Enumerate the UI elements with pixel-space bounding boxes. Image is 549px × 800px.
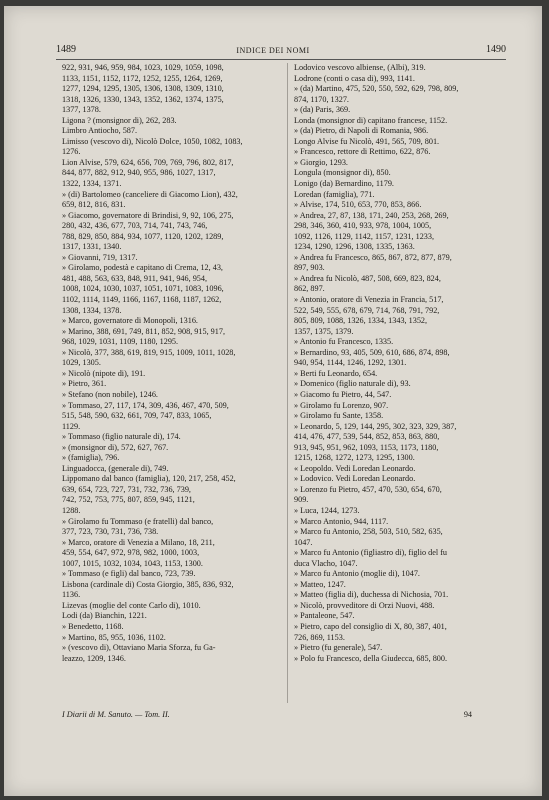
index-entry-line: » (famiglia), 796.	[62, 453, 120, 463]
index-entry-line: » Andrea, 27, 87, 138, 171, 240, 253, 268, 269,	[294, 210, 449, 220]
index-entry-line: » Antonio fu Francesco, 1335.	[294, 337, 394, 347]
index-entry-line: » Lorenzo fu Pietro, 457, 470, 530, 654, 670,	[294, 484, 442, 494]
index-entry-line: » (da) Pietro, di Napoli di Romania, 986.	[294, 126, 429, 136]
index-entry-line: Ligona ? (monsignor di), 262, 283.	[62, 115, 177, 125]
index-entry-line: » Tommaso (figlio naturale di), 174.	[62, 432, 181, 442]
index-entry-line: 1308, 1334, 1378.	[62, 305, 122, 315]
index-entry-line: 1136.	[62, 590, 81, 600]
index-entry-line: » Martino, 85, 955, 1036, 1102.	[62, 632, 166, 642]
index-entry-line: » Giovanni, 719, 1317.	[62, 252, 138, 262]
index-entry-line: 298, 346, 360, 410, 933, 978, 1004, 1005,	[294, 221, 432, 231]
index-entry-line: Londa (monsignor di) capitano francese, 1152.	[294, 115, 448, 125]
index-entry-line: Lisbona (cardinale di) Costa Giorgio, 385, 836, 932,	[62, 579, 234, 589]
index-entry-line: duca Vlacho, 1047.	[294, 558, 358, 568]
index-entry-line: 459, 554, 647, 972, 978, 982, 1000, 1003,	[62, 548, 200, 558]
index-entry-line: 913, 945, 951, 962, 1093, 1153, 1173, 1180,	[294, 442, 439, 452]
index-column-right	[294, 63, 502, 664]
index-entry-line: 874, 1170, 1327.	[294, 94, 349, 104]
footer-signature: I Diarii di M. Sanuto. — Tom. II.	[62, 710, 170, 719]
index-entry-line: Lodovico vescovo albiense, (Albi), 319.	[294, 63, 426, 72]
index-entry-line: » Giorgio, 1293.	[294, 157, 348, 167]
index-entry-line: 639, 654, 723, 727, 731, 732, 736, 739,	[62, 484, 191, 494]
index-column-left	[62, 63, 276, 664]
index-entry-line: » Pietro (fu generale), 547.	[294, 643, 383, 653]
index-entry-line: » (di) Bartolomeo (canceliere di Giacomo Lion), 432,	[62, 189, 238, 199]
index-entry-line: 1129.	[62, 421, 81, 431]
index-entry-line: 515, 548, 590, 632, 661, 709, 747, 833, 1065,	[62, 411, 212, 421]
index-entry-line: » Pantaleone, 547.	[294, 611, 355, 621]
index-entry-line: » Girolamo fu Lorenzo, 907.	[294, 400, 389, 410]
index-entry-line: » (da) Martino, 475, 520, 550, 592, 629, 798, 809,	[294, 84, 459, 94]
index-entry-line: » Polo fu Francesco, della Giudecca, 685, 800.	[294, 653, 448, 663]
index-entry-line: Longo Alvise fu Nicolò, 491, 565, 709, 801.	[294, 136, 440, 146]
index-entry-line: » Marco, governatore di Monopoli, 1316.	[62, 316, 198, 326]
index-entry-line: » Antonio, oratore di Venezia in Francia, 517,	[294, 295, 444, 305]
index-entry-line: » Tommaso, 27, 117, 174, 309, 436, 467, 470, 509,	[62, 400, 229, 410]
index-entry-line: » Nicolò, 377, 388, 619, 819, 915, 1009, 1011, 1028,	[62, 347, 236, 357]
index-entry-line: Loredan (famiglia), 771.	[294, 189, 375, 199]
index-entry-line: » Berti fu Leonardo, 654.	[294, 368, 378, 378]
index-entry-line: 922, 931, 946, 959, 984, 1023, 1029, 1059, 1098,	[62, 63, 224, 72]
page-number-right: 1490	[486, 44, 506, 55]
index-entry-line: 1234, 1290, 1296, 1308, 1335, 1363.	[294, 242, 415, 252]
index-entry-line: » Pietro, 361.	[62, 379, 107, 389]
index-entry-line: 1047.	[294, 537, 313, 547]
index-entry-line: » Nicolò (nipote di), 191.	[62, 368, 146, 378]
index-entry-line: 897, 903.	[294, 263, 325, 273]
index-entry-line: 1102, 1114, 1149, 1166, 1167, 1168, 1187, 1262,	[62, 295, 222, 305]
index-entry-line: » Marco fu Antonio, 258, 503, 510, 582, 635,	[294, 527, 443, 537]
index-entry-line: 1322, 1334, 1371.	[62, 179, 122, 189]
index-entry-line: Limisso (vescovo di), Nicolò Dolce, 1050, 1082, 1083,	[62, 136, 243, 146]
index-entry-line: Lodrone (conti o casa di), 993, 1141.	[294, 73, 415, 83]
index-entry-line: 1276.	[62, 147, 81, 157]
index-entry-line: 862, 897.	[294, 284, 325, 294]
index-entry-line: » Tommaso (e figli) dal banco, 723, 739.	[62, 569, 196, 579]
index-entry-line: 805, 809, 1088, 1326, 1334, 1343, 1352,	[294, 316, 428, 326]
index-entry-line: 522, 549, 555, 678, 679, 714, 768, 791, 792,	[294, 305, 440, 315]
column-divider	[287, 63, 288, 703]
index-entry-line: 1357, 1375, 1379.	[294, 326, 354, 336]
index-entry-line: » Marco fu Antonio (figliastro di), figlio del fu	[294, 548, 448, 558]
index-entry-line: » Leonardo, 5, 129, 144, 295, 302, 323, 329, 387,	[294, 421, 457, 431]
index-entry-line: 1377, 1378.	[62, 105, 101, 115]
index-entry-line: 1288.	[62, 505, 81, 515]
running-header-title: INDICE DEI NOMI	[236, 46, 310, 55]
index-entry-line: 1007, 1015, 1032, 1034, 1043, 1153, 1300.	[62, 558, 203, 568]
index-entry-line: Longula (monsignor di), 850.	[294, 168, 391, 178]
index-entry-line: 377, 723, 730, 731, 736, 738.	[62, 527, 159, 537]
index-entry-line: 1133, 1151, 1152, 1172, 1252, 1255, 1264, 1269,	[62, 73, 223, 83]
index-entry-line: » Lodovico. Vedi Loredan Leonardo.	[294, 474, 416, 484]
index-entry-line: 1215, 1268, 1272, 1273, 1295, 1300.	[294, 453, 415, 463]
index-entry-line: 1092, 1126, 1129, 1142, 1157, 1231, 1233,	[294, 231, 435, 241]
index-entry-line: 1317, 1331, 1340.	[62, 242, 122, 252]
index-entry-line: 742, 752, 753, 775, 807, 859, 945, 1121,	[62, 495, 195, 505]
index-entry-line: » Francesco, rettore di Rettimo, 622, 876.	[294, 147, 431, 157]
index-entry-line: » Marco fu Antonio (moglie di), 1047.	[294, 569, 420, 579]
index-entry-line: Lizevas (moglie del conte Carlo di), 1010.	[62, 600, 201, 610]
index-entry-line: 940, 954, 1144, 1246, 1292, 1301.	[294, 358, 407, 368]
index-entry-line: 1008, 1024, 1030, 1037, 1051, 1071, 1083, 1096,	[62, 284, 224, 294]
index-entry-line: » Marco, oratore di Venezia a Milano, 18, 211,	[62, 537, 215, 547]
index-entry-line: Lodi (da) Bianchin, 1221.	[62, 611, 147, 621]
index-entry-line: 726, 869, 1153.	[294, 632, 345, 642]
page-number-left: 1489	[56, 44, 76, 55]
index-entry-line: » (vescovo di), Ottaviano Maria Sforza, fu Ga-	[62, 643, 216, 653]
index-entry-line: » (da) Paris, 369.	[294, 105, 351, 115]
index-entry-line: 659, 812, 816, 831.	[62, 200, 126, 210]
index-entry-line: 844, 877, 882, 912, 940, 955, 986, 1027, 1317,	[62, 168, 216, 178]
index-entry-line: leazzo, 1209, 1346.	[62, 653, 126, 663]
index-entry-line: 909.	[294, 495, 309, 505]
index-entry-line: » Andrea fu Nicolò, 487, 508, 669, 823, 824,	[294, 273, 441, 283]
index-entry-line: » Marino, 388, 691, 749, 811, 852, 908, 915, 917,	[62, 326, 225, 336]
index-entry-line: 788, 829, 850, 884, 934, 1077, 1120, 1202, 1289,	[62, 231, 224, 241]
index-entry-line: » Bernardino, 93, 405, 509, 610, 686, 874, 898,	[294, 347, 450, 357]
index-entry-line: 1029, 1305.	[62, 358, 101, 368]
index-entry-line: » Girolamo, podestà e capitano di Crema, 12, 43,	[62, 263, 223, 273]
index-entry-line: » Stefano (non nobile), 1246.	[62, 389, 158, 399]
index-entry-line: 1318, 1326, 1330, 1343, 1352, 1362, 1374, 1375,	[62, 94, 224, 104]
index-entry-line: » Marco Antonio, 944, 1117.	[294, 516, 389, 526]
index-entry-line: Lonigo (da) Bernardino, 1179.	[294, 179, 394, 189]
index-entry-line: » Girolamo fu Sante, 1358.	[294, 411, 384, 421]
index-entry-line: » (monsignor di), 572, 627, 767.	[62, 442, 169, 452]
index-entry-line: » Giacomo fu Pietro, 44, 547.	[294, 389, 392, 399]
index-entry-line: Linguadocca, (generale di), 749.	[62, 463, 169, 473]
index-entry-line: » Matteo, 1247.	[294, 579, 346, 589]
index-entry-line: Lippomano dal banco (famiglia), 120, 217, 258, 452,	[62, 474, 236, 484]
index-entry-line: 1277, 1294, 1295, 1305, 1306, 1308, 1309, 1310,	[62, 84, 224, 94]
index-entry-line: » Luca, 1244, 1273.	[294, 505, 360, 515]
index-entry-line: « Leopoldo. Vedi Loredan Leonardo.	[294, 463, 416, 473]
index-entry-line: » Giacomo, governatore di Brindisi, 9, 92, 106, 275,	[62, 210, 234, 220]
index-entry-line: » Nicolò, provveditore di Orzi Nuovi, 488.	[294, 600, 435, 610]
book-page	[4, 6, 542, 796]
index-entry-line: » Benedetto, 1168.	[62, 621, 124, 631]
index-entry-line: » Matteo (figlia di), duchessa di Nichosia, 701.	[294, 590, 449, 600]
index-entry-line: » Girolamo fu Tommaso (e fratelli) dal banco,	[62, 516, 214, 526]
index-entry-line: » Alvise, 174, 510, 653, 770, 853, 866.	[294, 200, 422, 210]
footer-sheet-number: 94	[463, 710, 472, 719]
index-entry-line: » Andrea fu Francesco, 865, 867, 872, 877, 879,	[294, 252, 452, 262]
index-entry-line: » Domenico (figlio naturale di), 93.	[294, 379, 411, 389]
index-entry-line: » Pietro, capo del consiglio di X, 80, 387, 401,	[294, 621, 447, 631]
index-entry-line: 414, 476, 477, 539, 544, 852, 853, 863, 880,	[294, 432, 440, 442]
index-entry-line: Limbro Antiocho, 587.	[62, 126, 138, 136]
index-entry-line: 968, 1029, 1031, 1109, 1180, 1295.	[62, 337, 179, 347]
header-rule	[56, 59, 506, 60]
index-entry-line: 481, 488, 563, 633, 848, 911, 941, 946, 954,	[62, 273, 208, 283]
index-entry-line: 280, 432, 436, 677, 703, 714, 741, 743, 746,	[62, 221, 208, 231]
index-entry-line: Lion Alvise, 579, 624, 656, 709, 769, 796, 802, 817,	[62, 157, 234, 167]
